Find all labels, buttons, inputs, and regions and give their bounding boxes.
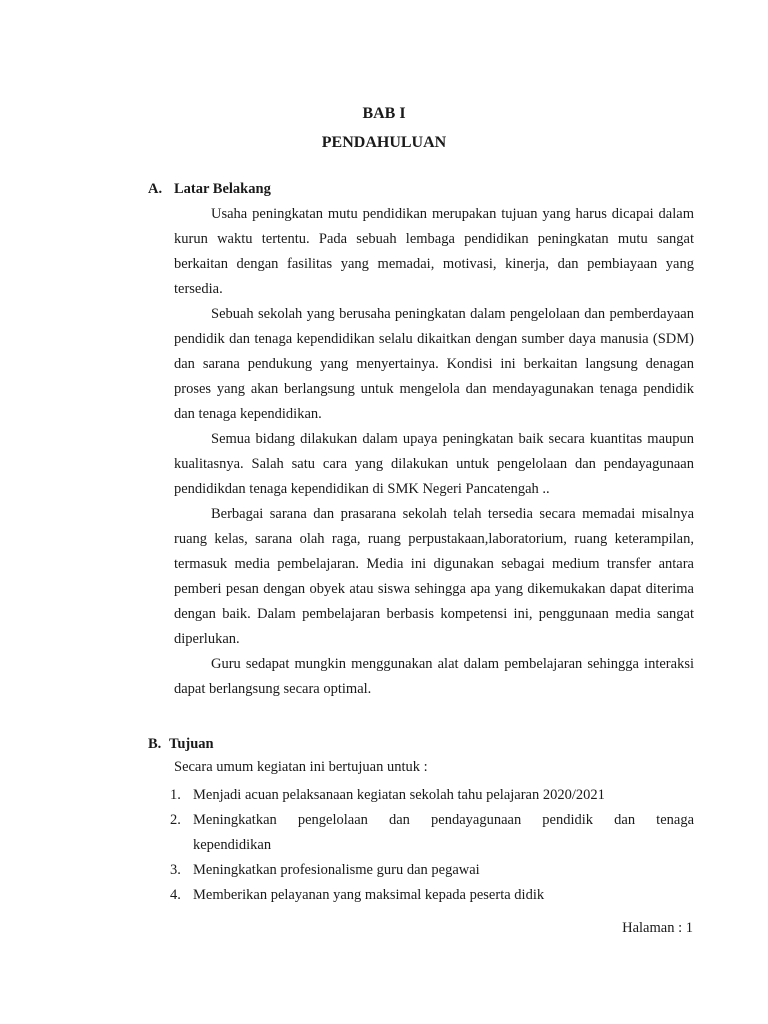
paragraph: Guru sedapat mungkin menggunakan alat dalam pembelajaran sehingga interaksi dapat berlangsung secara optimal.	[174, 656, 694, 697]
paragraph: Semua bidang dilakukan dalam upaya peningkatan baik secara kuantitas maupun kualitasnya. Salah satu cara yang dilakukan untuk pengelolaan dan pendayagunaan pendidikdan tenaga kependidikan di SMK Negeri Pancatengah ..	[174, 431, 694, 497]
section-b-intro: Secara umum kegiatan ini bertujuan untuk :	[174, 759, 428, 775]
list-item	[170, 883, 694, 908]
paragraph: Usaha peningkatan mutu pendidikan merupakan tujuan yang harus dicapai dalam kurun waktu tertentu. Pada sebuah lembaga pendidikan peningkatan mutu sangat berkaitan dengan fasilitas yang memadai, motivasi, kinerja, dan pembiayaan yang tersedia.	[174, 206, 694, 297]
list-item-number: 3.	[170, 862, 181, 878]
list-item-number: 1.	[170, 787, 181, 803]
section-b-title: Tujuan	[169, 736, 214, 752]
list-item-text-line2: kependidikan	[193, 837, 272, 853]
list-item	[170, 783, 694, 808]
list-item-number: 2.	[170, 812, 181, 828]
section-a-title: Latar Belakang	[174, 181, 271, 197]
paragraph: Sebuah sekolah yang berusaha peningkatan dalam pengelolaan dan pemberdayaan pendidik dan tenaga kependidikan selalu dikaitkan dengan sumber daya manusia (SDM) dan sarana pendukung yang menyertainya. Kondisi ini berkaitan langsung denagan proses yang akan berlangsung untuk mengelola dan mendayagunakan tenaga pendidik dan tenaga kependidikan.	[174, 306, 694, 422]
list-item-text-line1: Meningkatkan pengelolaan dan pendayagunaan pendidik dan tenaga	[193, 812, 694, 828]
list-item-text: Memberikan pelayanan yang maksimal kepada peserta didik	[193, 887, 545, 903]
paragraph: Berbagai sarana dan prasarana sekolah telah tersedia secara memadai misalnya ruang kelas, sarana olah raga, ruang perpustakaan,laboratorium, ruang keterampilan, termasuk media pembelajaran. Media ini digunakan sebagai medium transfer antara pemberi pesan dengan obyek atau siswa sehingga apa yang dikemukakan dapat diterima dengan baik. Dalam pembelajaran berbasis kompetensi ini, penggunaan media sangat diperlukan.	[174, 506, 694, 647]
list-item-text: Meningkatkan profesionalisme guru dan pegawai	[193, 862, 480, 878]
chapter-title: PENDAHULUAN	[321, 134, 447, 151]
objectives-list	[170, 783, 694, 908]
list-item-number: 4.	[170, 887, 181, 903]
section-a-number: A.	[148, 181, 163, 197]
section-a-body	[174, 202, 694, 702]
page-number-footer: Halaman : 1	[622, 920, 693, 936]
list-item-text: Menjadi acuan pelaksanaan kegiatan sekolah tahu pelajaran 2020/2021	[193, 787, 605, 803]
list-item	[170, 858, 694, 883]
chapter-number: BAB I	[362, 105, 406, 122]
list-item	[170, 808, 694, 858]
section-b-number: B.	[148, 736, 162, 752]
